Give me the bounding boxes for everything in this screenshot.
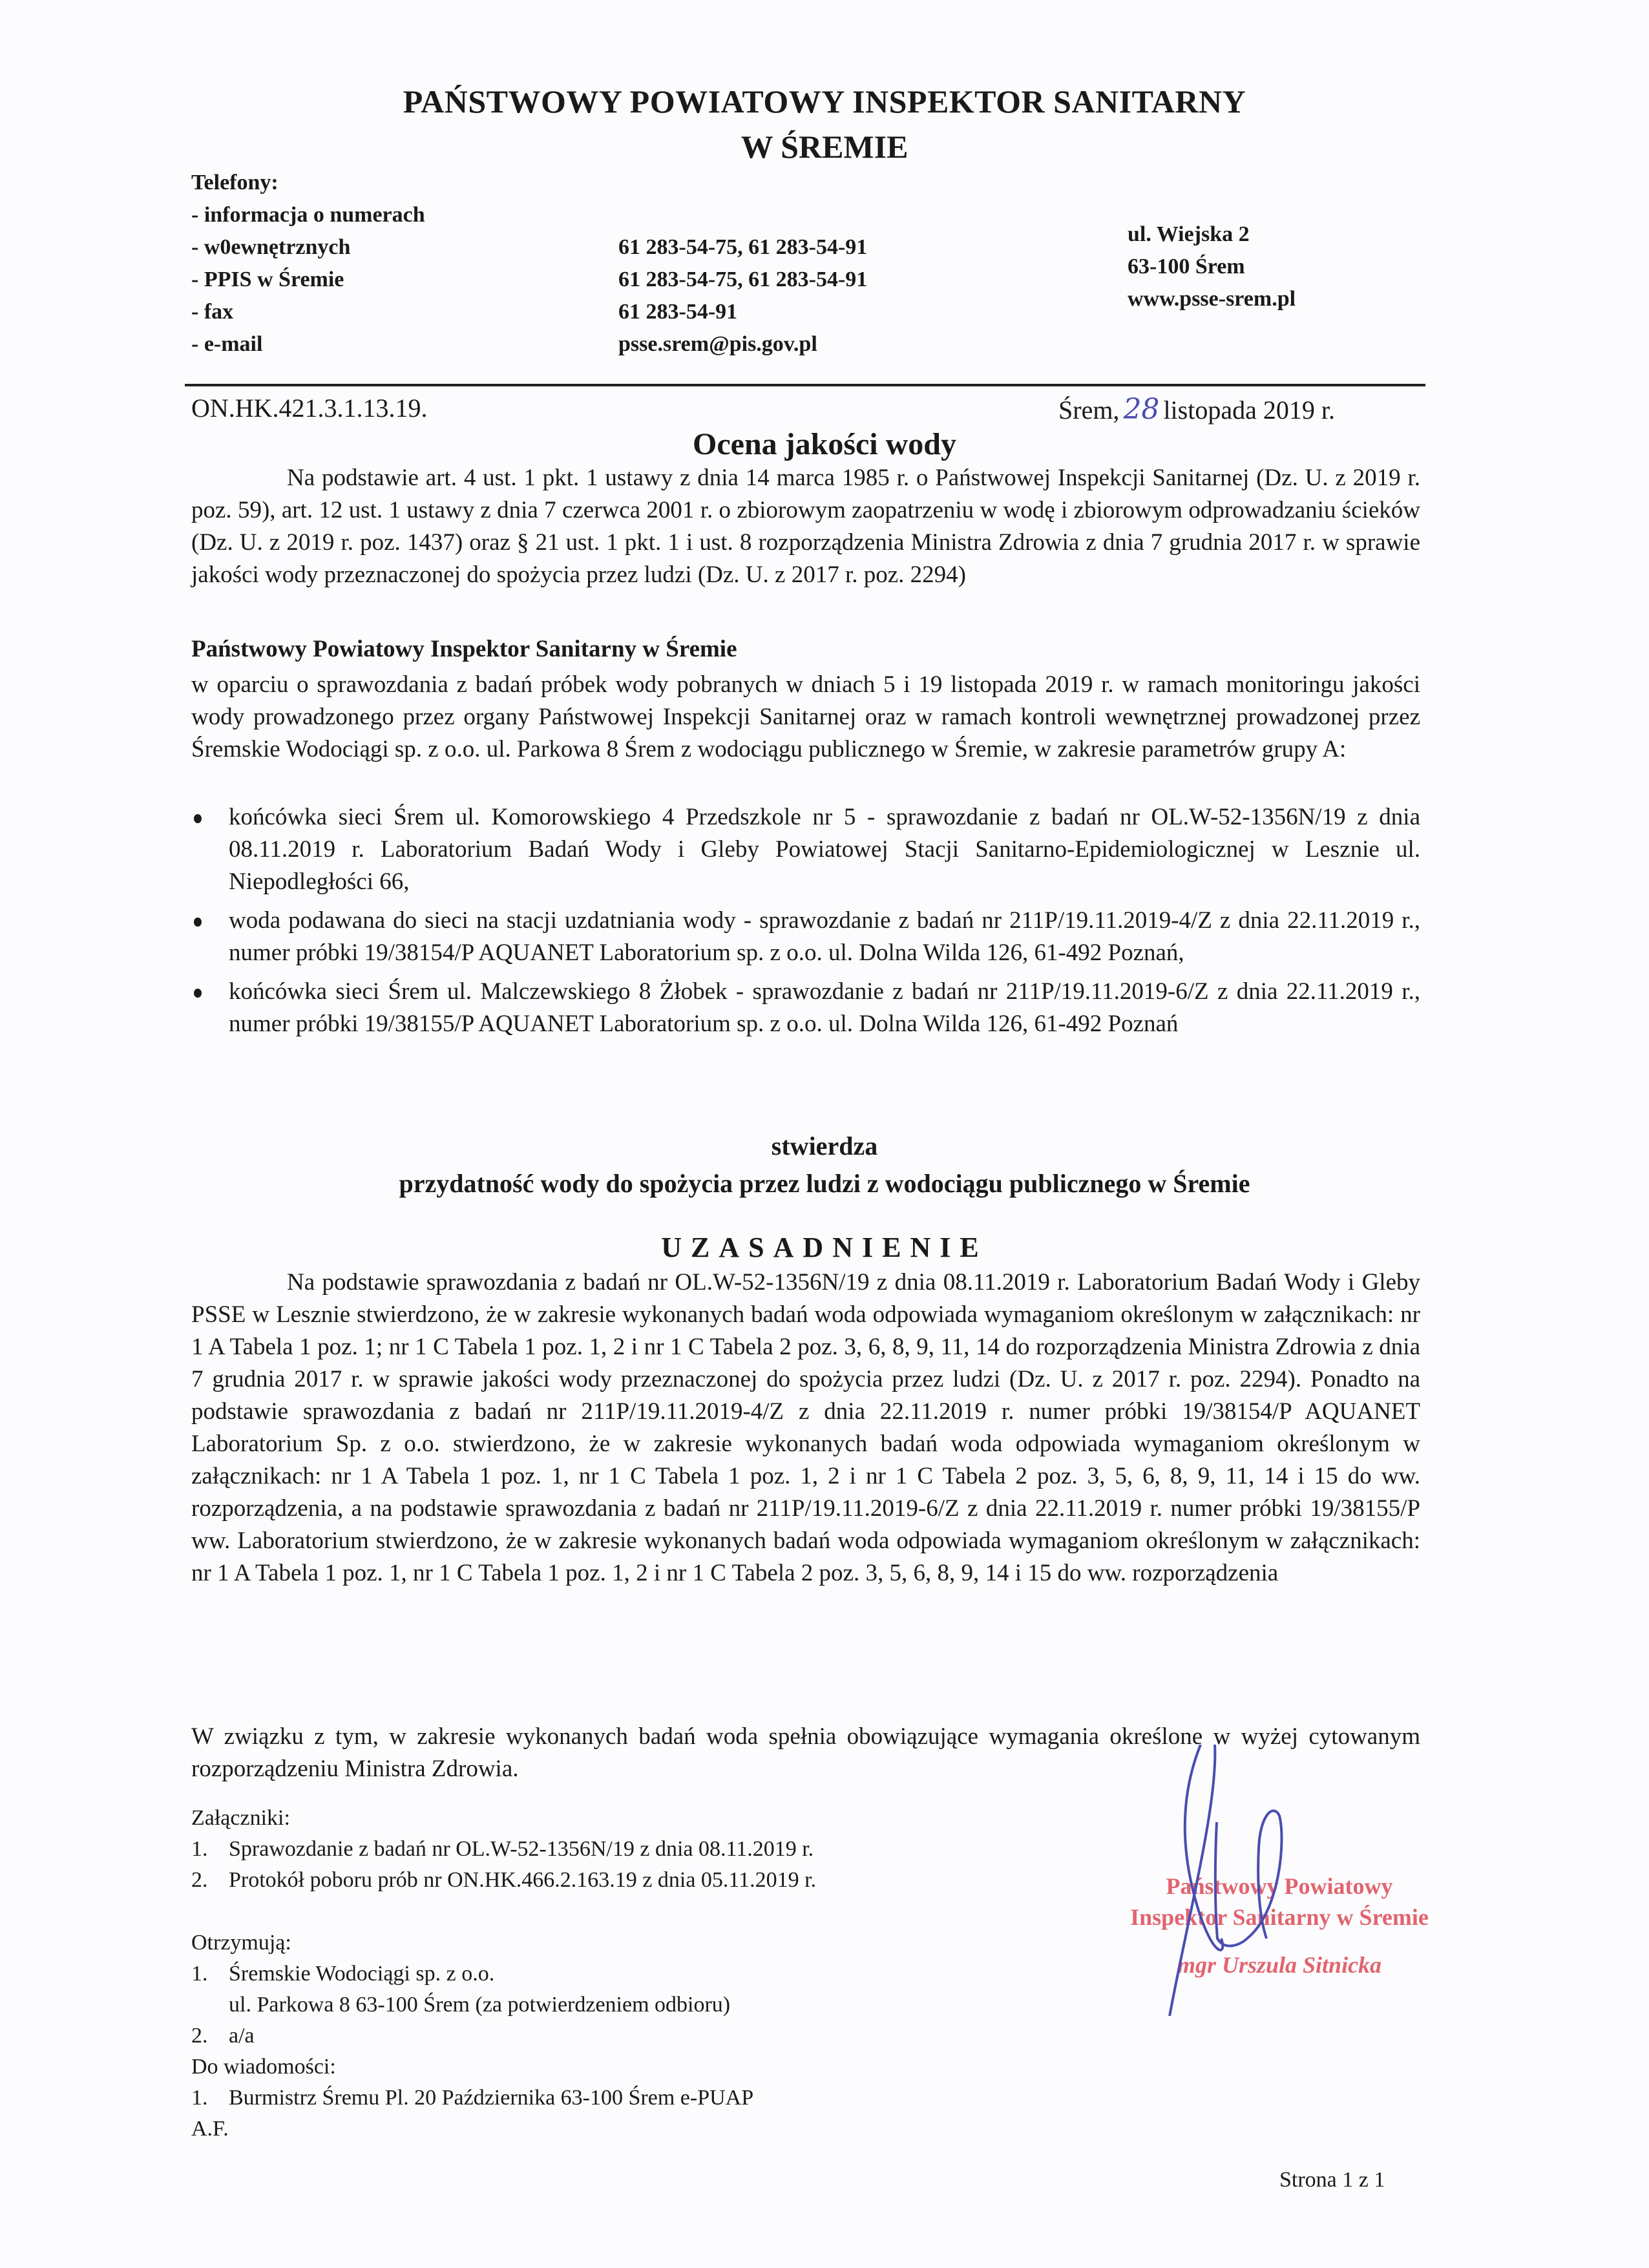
conclusion-paragraph: W związku z tym, w zakresie wykonanych badań woda spełnia obowiązujące wymagania określone w wyżej cytowanym rozporządzeniu Ministra Zdrowia. [191,1723,1420,1782]
recipients-block [191,1927,753,2145]
info-label: Do wiadomości: [191,2055,336,2079]
author-initials: A.F. [191,2117,229,2141]
list-item [191,976,1420,1040]
list-item [191,801,1420,898]
bullet-icon [194,989,202,998]
recipient-address: ul. Parkowa 8 63-100 Śrem (za potwierdzeniem odbioru) [229,1993,731,2017]
authority-name: Państwowy Powiatowy Inspektor Sanitarny w Śremie [191,636,737,662]
handwritten-day: 28 [1123,393,1160,426]
contact-label: - e-mail [191,332,263,356]
phone-internal: 61 283-54-75, 61 283-54-91 [618,235,868,259]
page-number: Strona 1 z 1 [1279,2168,1385,2192]
basis-paragraph: w oparciu o sprawozdania z badań próbek wody pobranych w dniach 5 i 19 listopada 2019 r. w ramach monitoringu jakości wody prowadzonego przez organy Państwowej Inspekcji Sanitarnej oraz w ramach kontroli wewnętrznej prowadzonej przez Śremskie Wodociągi sp. z o.o. ul. Parkowa 8 Śrem z wodociągu publicznego w Śremie, w zakresie parametrów grupy A: [191,671,1420,762]
document-heading: Ocena jakości wody [693,427,956,461]
document-date [1058,393,1335,426]
verdict-verb: stwierdza [771,1131,878,1160]
contact-label: - informacja o numerach [191,203,425,227]
city: 63-100 Śrem [1128,255,1245,278]
stamp-line-2: Inspektor Sanitarny w Śremie [1130,1904,1429,1930]
justification-paragraph: Na podstawie sprawozdania z badań nr OL.W-52-1356N/19 z dnia 08.11.2019 r. Laboratorium Badań Wody i Gleby PSSE w Lesznie stwierdzono, że w zakresie wykonanych badań woda odpowiada wymaganiom określonym w załącznikach: nr 1 A Tabela 1 poz. 1; nr 1 C Tabela 1 poz. 1, 2 i nr 1 C Tabela 2 poz. 3, 6, 8, 9, 11, 14 do rozporządzenia Ministra Zdrowia z dnia 7 grudnia 2017 r. w sprawie jakości wody przeznaczonej do spożycia przez ludzi (Dz. U. z 2017 r. poz. 2294). Ponadto na podstawie sprawozdania z badań nr 211P/19.11.2019-4/Z z dnia 22.11.2019 r. numer próbki 19/38154/P AQUANET Laboratorium Sp. z o.o. stwierdzono, że w zakresie wykonanych badań woda odpowiada wymaganiom określonym w załącznikach: nr 1 A Tabela 1 poz. 1, nr 1 C Tabela 1 poz. 1, 2 i nr 1 C Tabela 2 poz. 3, 5, 6, 8, 9, 11, 14 i 15 do ww. rozporządzenia, a na podstawie sprawozdania z badań nr 211P/19.11.2019-6/Z z dnia 22.11.2019 r. numer próbki 19/38155/P ww. Laboratorium stwierdzono, że w zakresie wykonanych badań woda odpowiada wymaganiom określonym w załącznikach: nr 1 A Tabela 1 poz. 1, nr 1 C Tabela 1 poz. 1, 2 i nr 1 C Tabela 2 poz. 3, 5, 6, 8, 9, 14 i 15 do ww. rozporządzenia [191,1269,1420,1586]
list-item-text: końcówka sieci Śrem ul. Malczewskiego 8 Żłobek - sprawozdanie z badań nr 211P/19.11.2019-6/Z z dnia 22.11.2019 r., numer próbki 19/38155/P AQUANET Laboratorium sp. z o.o. ul. Dolna Wilda 126, 61-492 Poznań [229,978,1420,1037]
info-item: 1. Burmistrz Śremu Pl. 20 Października 63-100 Śrem e-PUAP [191,2086,754,2110]
contact-label: - PPIS w Śremie [191,268,344,291]
contact-label: - fax [191,300,234,324]
sampling-points-list [191,801,1420,1047]
reference-number: ON.HK.421.3.1.13.19. [191,394,428,423]
attachment-item: 2. Protokół poboru prób nr ON.HK.466.2.163.19 z dnia 05.11.2019 r. [191,1868,817,1892]
phone-ppis: 61 283-54-75, 61 283-54-91 [618,268,868,291]
date-prefix: Śrem, [1058,395,1120,425]
attachments-block [191,1803,816,1896]
recipient-item: 2. a/a [191,2024,255,2048]
recipients-label: Otrzymują: [191,1931,291,1955]
contact-label: - w0ewnętrznych [191,235,351,259]
fax-number: 61 283-54-91 [618,300,738,324]
list-item [191,905,1420,969]
list-item-text: końcówka sieci Śrem ul. Komorowskiego 4 Przedszkole nr 5 - sprawozdanie z badań nr OL.W-52-1356N/19 z dnia 08.11.2019 r. Laboratorium Badań Wody i Gleby Powiatowej Stacji Sanitarno-Epidemiologicznej w Lesznie ul. Niepodległości 66, [229,804,1420,895]
website: www.psse-srem.pl [1128,287,1296,311]
date-suffix: listopada 2019 r. [1163,395,1335,425]
address-block [1128,218,1296,315]
stamp-line-1: Państwowy Powiatowy [1166,1873,1393,1899]
attachment-item: 1. Sprawozdanie z badań nr OL.W-52-1356N/19 z dnia 08.11.2019 r. [191,1837,814,1861]
verdict-statement: przydatność wody do spożycia przez ludzi z wodociągu publicznego w Śremie [399,1169,1250,1198]
header-divider [185,384,1425,386]
attachments-label: Załączniki: [191,1806,290,1830]
email-address: psse.srem@pis.gov.pl [618,332,817,356]
contacts-block [191,167,425,361]
institution-title-location: W ŚREMIE [740,129,909,165]
street: ul. Wiejska 2 [1128,222,1250,246]
legal-basis-paragraph: Na podstawie art. 4 ust. 1 pkt. 1 ustawy z dnia 14 marca 1985 r. o Państwowej Inspekcji Sanitarnej (Dz. U. z 2019 r. poz. 59), art. 12 ust. 1 ustawy z dnia 7 czerwca 2001 r. o zbiorowym zaopatrzeniu w wodę i zbiorowym odprowadzaniu ścieków (Dz. U. z 2019 r. poz. 1437) oraz § 21 ust. 1 pkt. 1 i ust. 8 rozporządzenia Ministra Zdrowia z dnia 7 grudnia 2017 r. w sprawie jakości wody przeznaczonej do spożycia przez ludzi (Dz. U. z 2017 r. poz. 2294) [191,465,1420,588]
bullet-icon [194,814,202,823]
stamp-signatory-name: mgr Urszula Sitnicka [1177,1952,1382,1978]
list-item-text: woda podawana do sieci na stacji uzdatniania wody - sprawozdanie z badań nr 211P/19.11.2019-4/Z z dnia 22.11.2019 r., numer próbki 19/38154/P AQUANET Laboratorium sp. z o.o. ul. Dolna Wilda 126, 61-492 Poznań, [229,907,1420,966]
justification-heading: UZASADNIENIE [661,1232,988,1263]
contacts-label: Telefony: [191,171,278,194]
recipient-item: 1. Śremskie Wodociągi sp. z o.o. [191,1962,495,1986]
institution-title: PAŃSTWOWY POWIATOWY INSPEKTOR SANITARNY [403,83,1246,120]
bullet-icon [194,918,202,927]
handwritten-signature-icon [1150,1745,1318,2016]
contact-values [618,231,867,361]
